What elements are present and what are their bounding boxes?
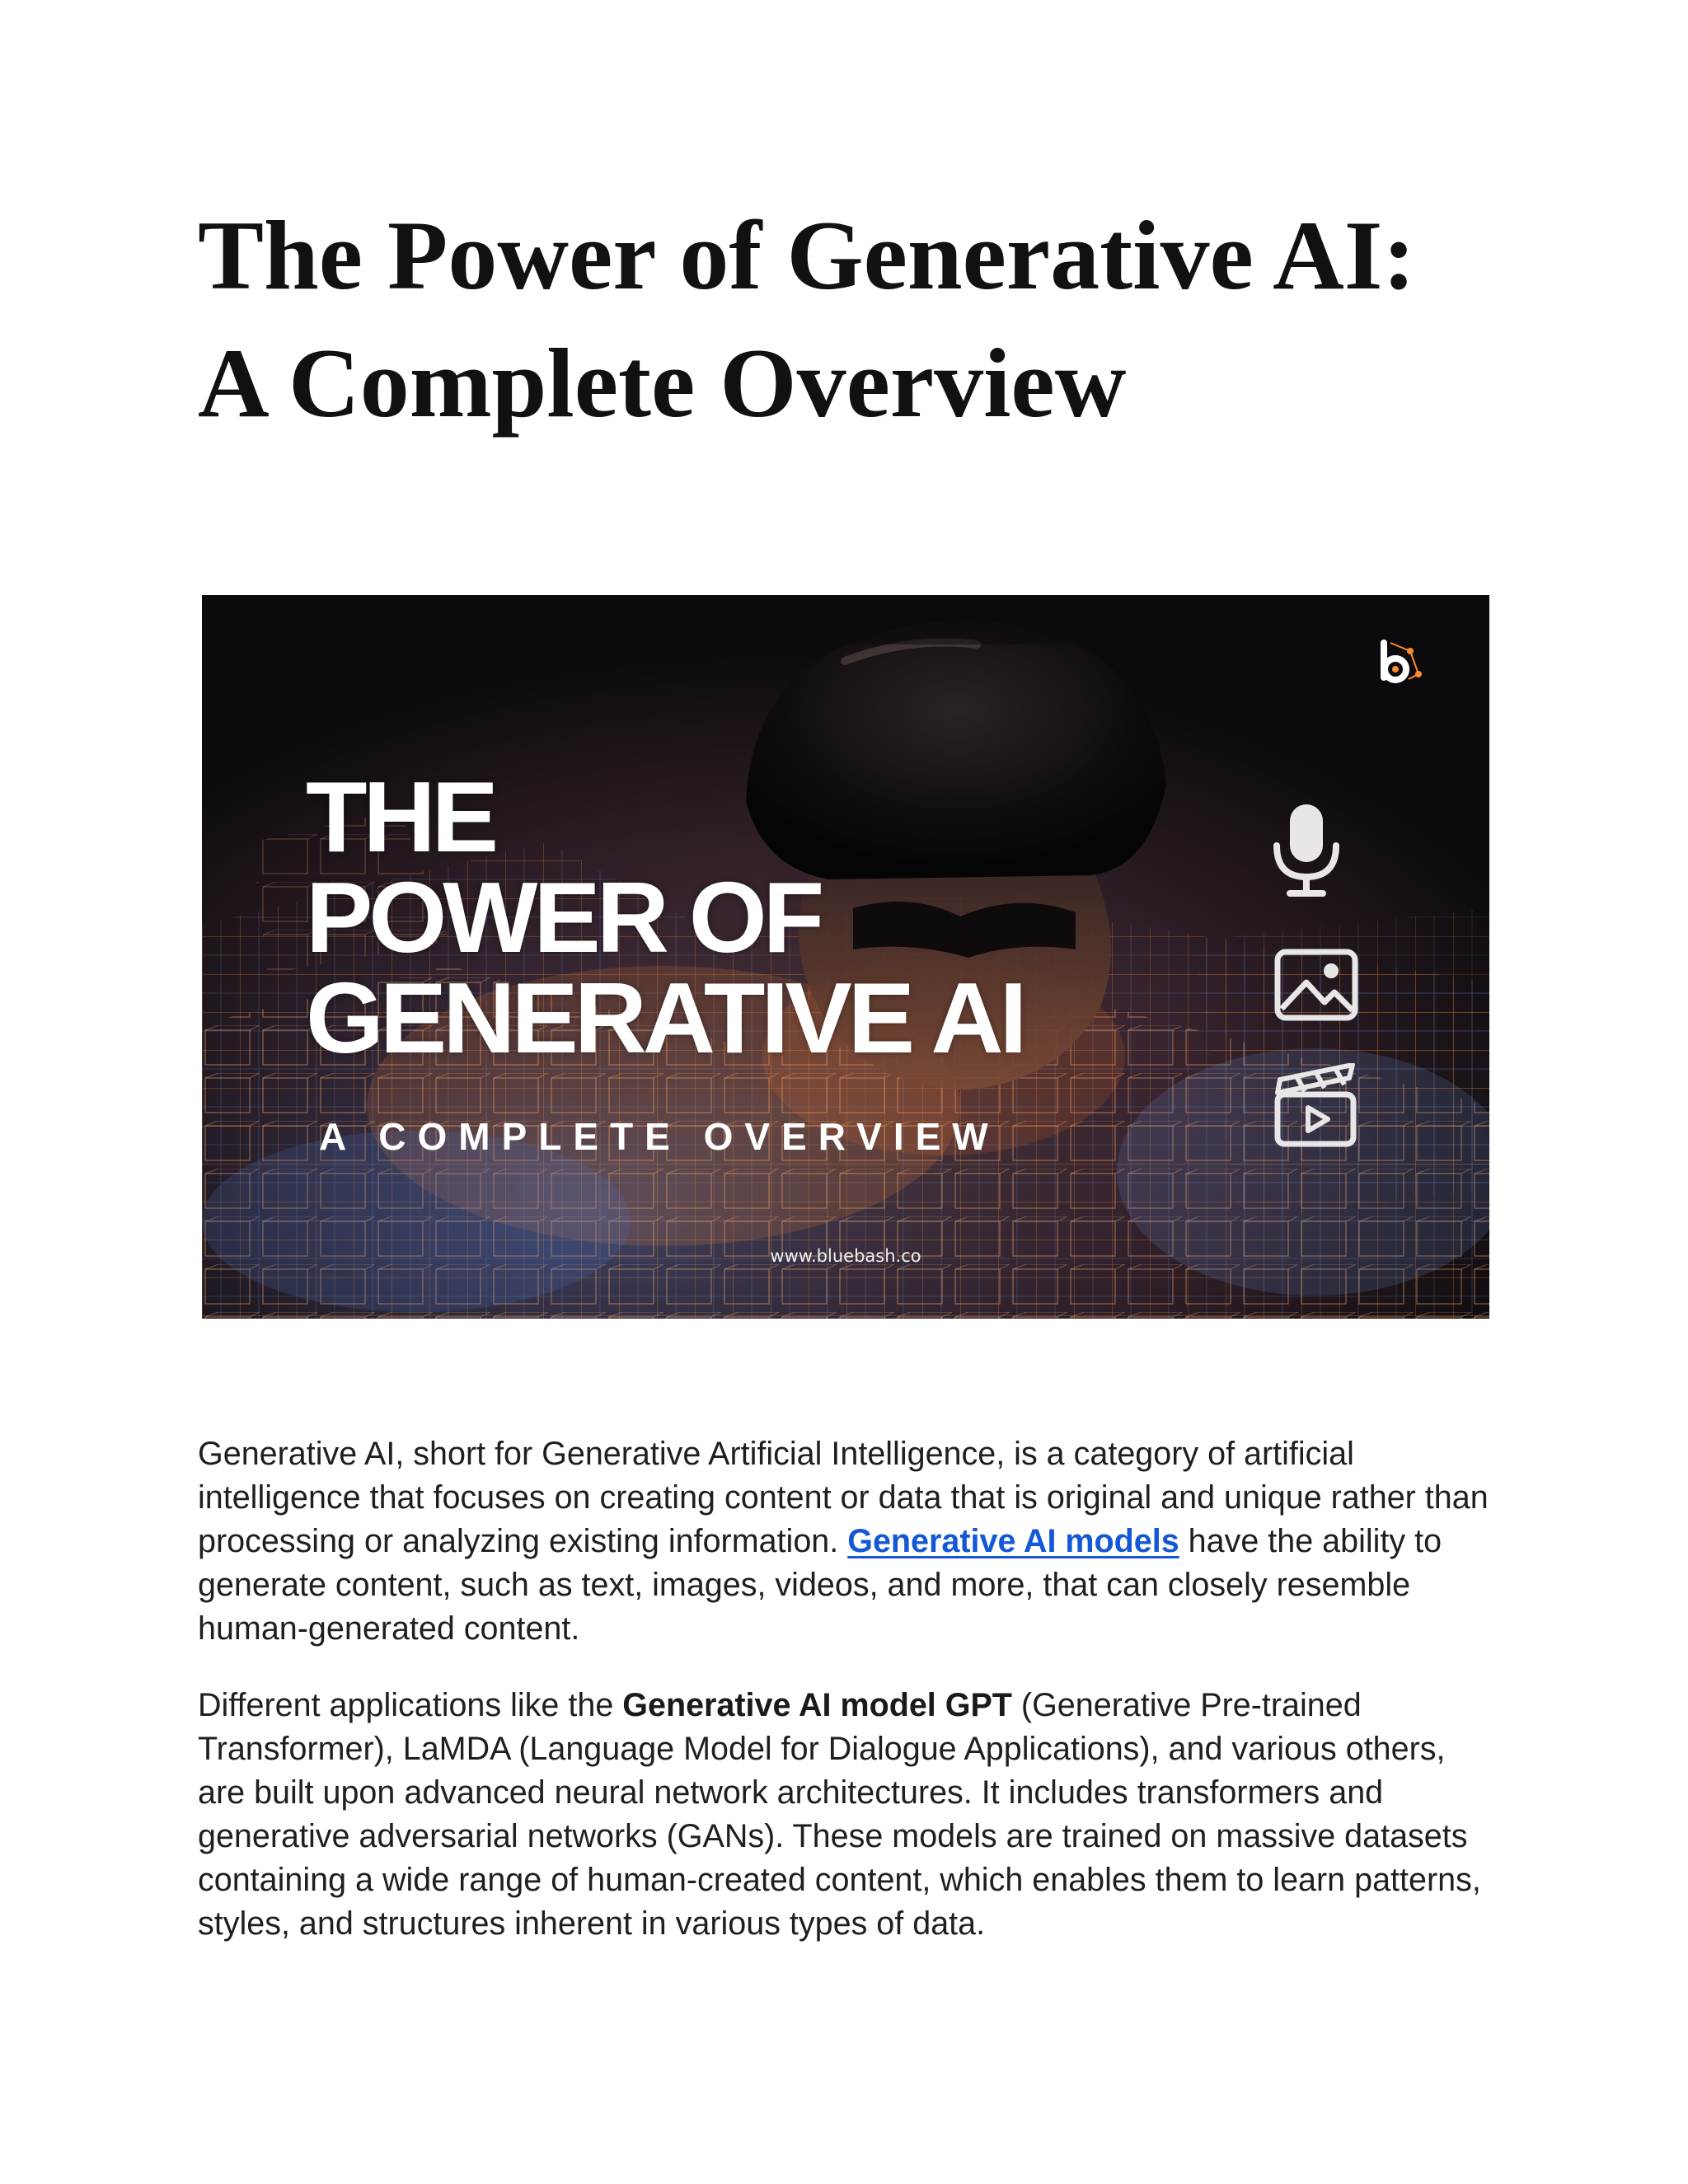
gpt-model-bold-text: Generative AI model GPT xyxy=(622,1687,1012,1723)
hero-subheadline: A COMPLETE OVERVIEW xyxy=(319,1115,1000,1158)
intro-text-start: Generative AI, short for Generative Artificial Intelligence, is a category of artificial intelligence that focuses on creating content or data that is original and unique rather than processing or analyzing existing information. xyxy=(198,1436,1489,1559)
hero-banner-image xyxy=(202,595,1489,1319)
hero-website-url: www.bluebash.co xyxy=(770,1246,921,1266)
title-line-1: The Power of Generative AI: xyxy=(198,200,1416,310)
intro-text-end: have the ability to generate content, such as text, images, videos, and more, that can closely resemble human-generated content. xyxy=(198,1523,1442,1647)
video-clapperboard-icon xyxy=(1273,1063,1359,1149)
bluebash-logo-icon xyxy=(1374,638,1425,689)
generative-ai-models-link[interactable]: Generative AI models xyxy=(847,1523,1179,1559)
title-line-2: A Complete Overview xyxy=(198,328,1127,438)
hero-headline-line-3: GENERATIVE AI xyxy=(306,962,1024,1074)
microphone-icon xyxy=(1265,801,1348,900)
hero-headline xyxy=(306,761,1024,1074)
applications-paragraph xyxy=(198,1684,1500,1946)
applications-text-end: (Generative Pre-trained Transformer), LaMDA (Language Model for Dialogue Applications), and various others, are built upon advanced neural network architectures. It includes transformers and generative adversarial networks (GANs). These models are trained on massive datasets containing a wide range of human-created content, which enables them to learn patterns, styles, and structures inherent in various types of data. xyxy=(198,1687,1481,1942)
hero-headline-line-1: THE xyxy=(306,761,495,873)
intro-paragraph xyxy=(198,1432,1500,1651)
applications-text-start: Different applications like the xyxy=(198,1687,623,1723)
document-title xyxy=(198,191,1533,447)
image-icon xyxy=(1273,948,1359,1022)
hero-headline-line-2: POWER OF xyxy=(306,861,821,973)
